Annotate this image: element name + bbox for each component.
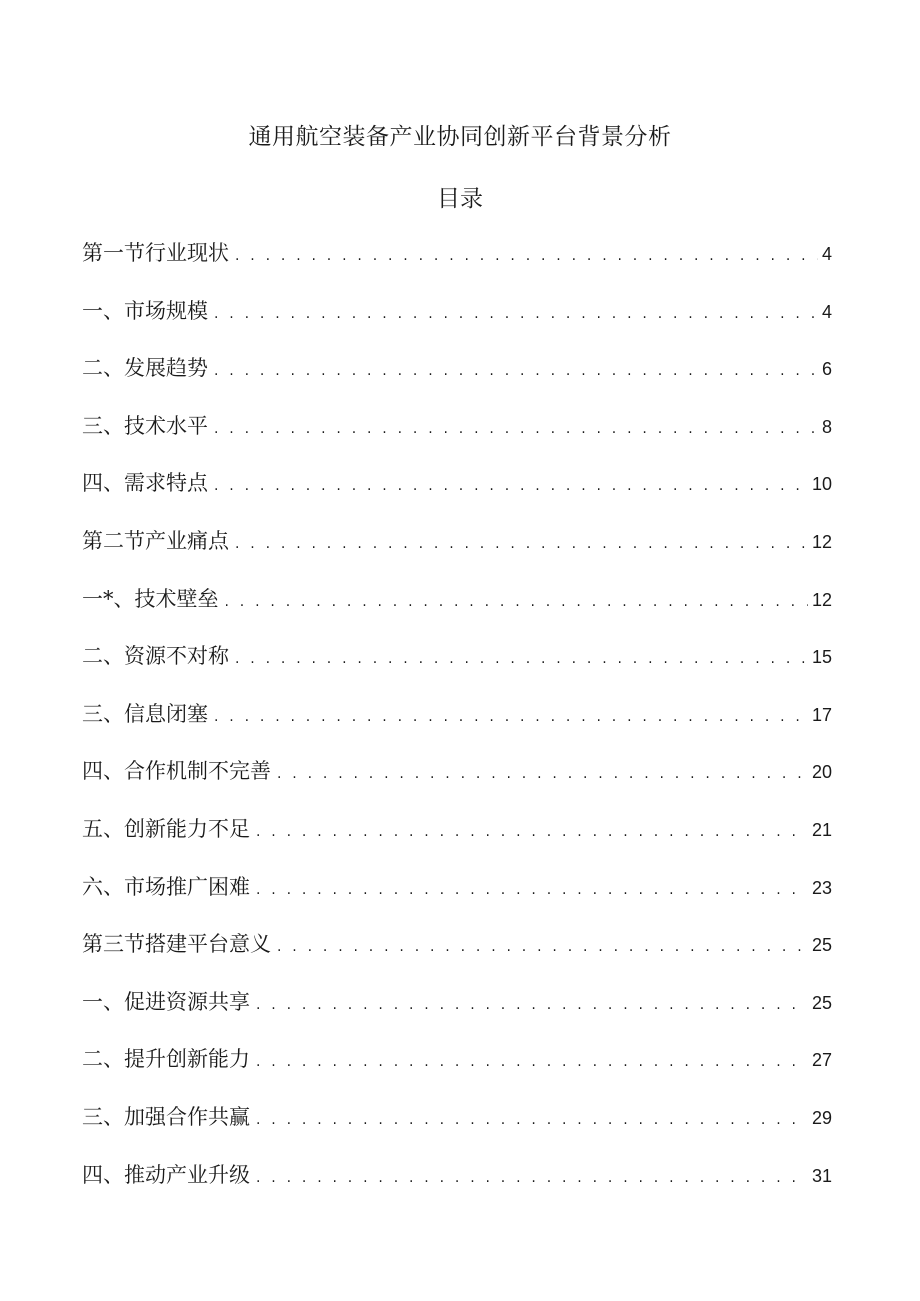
toc-entry-label: 三、信息闭塞 (82, 701, 208, 726)
toc-entry-label: 三、加强合作共赢 (82, 1104, 250, 1129)
toc-entry-page-number: 31 (811, 1165, 832, 1186)
toc-entry-page-number: 4 (821, 301, 832, 322)
toc-entry[interactable] (82, 350, 832, 408)
dot-leader (256, 1102, 808, 1138)
toc-entry-page-number: 29 (811, 1107, 832, 1128)
toc-entry-page-number: 21 (811, 819, 832, 840)
dot-leader (214, 411, 818, 447)
dot-leader (225, 584, 808, 620)
toc-entry-section-2[interactable] (82, 523, 832, 581)
toc-entry[interactable] (82, 696, 832, 754)
document-title: 通用航空装备产业协同创新平台背景分析 (248, 124, 672, 150)
toc-entry[interactable] (82, 293, 832, 351)
toc-entry-page-number: 10 (811, 474, 832, 495)
toc-entry-section-1[interactable] (82, 235, 832, 293)
toc-entry-page-number: 15 (811, 647, 832, 668)
toc-entry-label: 二、发展趋势 (82, 356, 208, 381)
toc-entry[interactable] (82, 1157, 832, 1215)
toc-entry[interactable] (82, 581, 832, 639)
table-of-contents (82, 235, 832, 1214)
toc-entry[interactable] (82, 408, 832, 466)
toc-entry-label: 二、资源不对称 (82, 644, 229, 669)
dot-leader (214, 699, 808, 735)
toc-entry-page-number: 12 (811, 589, 832, 610)
toc-entry[interactable] (82, 1099, 832, 1157)
toc-entry[interactable] (82, 638, 832, 696)
toc-entry-label: 第一节行业现状 (82, 241, 229, 265)
toc-entry-page-number: 23 (811, 877, 832, 898)
toc-entry-label: 一、市场规模 (82, 298, 208, 323)
toc-entry-label: 四、合作机制不完善 (82, 759, 271, 784)
dot-leader (256, 1160, 808, 1196)
toc-entry[interactable] (82, 465, 832, 523)
dot-leader (256, 987, 808, 1023)
toc-entry-label: 二、提升创新能力 (82, 1047, 250, 1072)
toc-entry-label: 六、市场推广困难 (82, 874, 250, 899)
toc-entry-label: 四、需求特点 (82, 471, 208, 496)
dot-leader (277, 756, 808, 792)
toc-entry-label: 一、促进资源共享 (82, 989, 250, 1014)
toc-entry[interactable] (82, 753, 832, 811)
dot-leader (235, 238, 818, 274)
dot-leader (214, 468, 808, 504)
toc-entry[interactable] (82, 1041, 832, 1099)
dot-leader (235, 526, 808, 562)
dot-leader (277, 929, 808, 965)
toc-entry[interactable] (82, 811, 832, 869)
toc-heading: 目录 (437, 186, 483, 212)
toc-entry[interactable] (82, 869, 832, 927)
toc-entry-label: 四、推动产业升级 (82, 1162, 250, 1187)
toc-entry-page-number: 12 (811, 531, 832, 552)
toc-entry-section-3[interactable] (82, 926, 832, 984)
toc-entry-label: 三、技术水平 (82, 413, 208, 438)
dot-leader (214, 353, 818, 389)
toc-entry-label: 第三节搭建平台意义 (82, 932, 271, 957)
dot-leader (256, 1044, 808, 1080)
toc-entry-label: 一*、技术壁垒 (82, 586, 219, 611)
toc-entry-page-number: 25 (811, 935, 832, 956)
toc-entry-label: 五、创新能力不足 (82, 816, 250, 841)
dot-leader (214, 296, 818, 332)
toc-entry-page-number: 4 (821, 244, 832, 264)
toc-entry-page-number: 25 (811, 992, 832, 1013)
toc-entry-page-number: 6 (821, 359, 832, 380)
toc-entry[interactable] (82, 984, 832, 1042)
toc-entry-page-number: 17 (811, 704, 832, 725)
dot-leader (256, 872, 808, 908)
dot-leader (256, 814, 808, 850)
dot-leader (235, 641, 808, 677)
toc-entry-label: 第二节产业痛点 (82, 528, 229, 553)
toc-entry-page-number: 27 (811, 1050, 832, 1071)
toc-entry-page-number: 8 (821, 416, 832, 437)
toc-entry-page-number: 20 (811, 762, 832, 783)
